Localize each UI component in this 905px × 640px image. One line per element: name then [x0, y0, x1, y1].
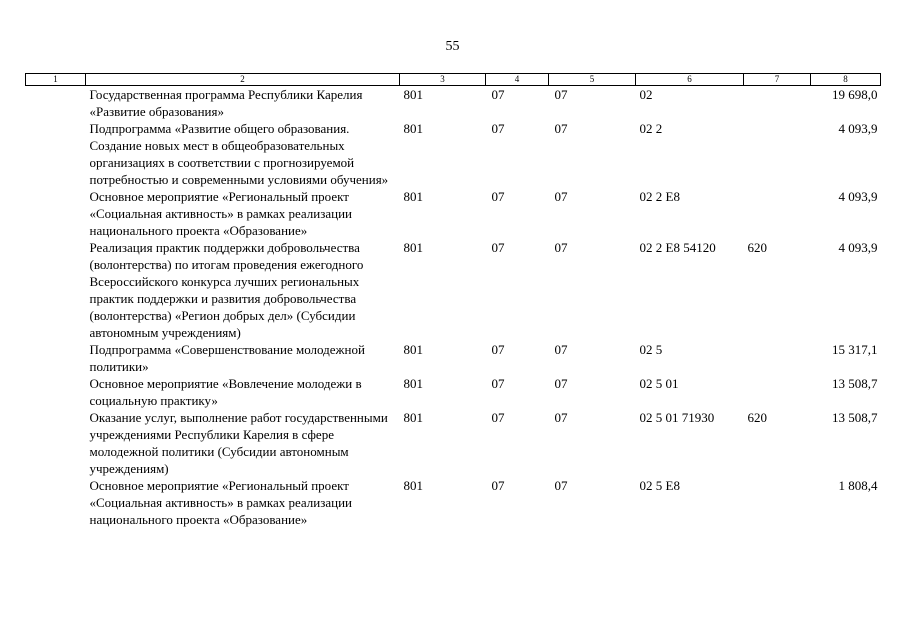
section-code-cell: 07 [491, 87, 505, 102]
ministry-code-cell: 801 [403, 121, 423, 136]
row-number-cell [26, 409, 86, 477]
target-article-cell: 02 5 01 [639, 376, 679, 391]
column-header: 3 [400, 74, 486, 86]
expense-name-cell: Подпрограмма «Развитие общего образования. Создание новых мест в общеобразовательных организациях в соответствии с прогнозируемой потребностью и современными условиями обучения» [89, 121, 389, 187]
table-row [26, 341, 881, 375]
section-code-cell: 07 [491, 240, 505, 255]
target-article-cell: 02 5 Е8 [639, 478, 680, 493]
target-article-cell: 02 2 Е8 [639, 189, 680, 204]
expense-name-cell: Основное мероприятие «Вовлечение молодежи в социальную практику» [89, 376, 362, 408]
amount-cell: 13 508,7 [832, 376, 878, 391]
target-article-cell: 02 5 [639, 342, 663, 357]
expense-name-cell: Государственная программа Республики Карелия «Развитие образования» [89, 87, 363, 119]
subsection-code-cell: 07 [554, 87, 568, 102]
ministry-code-cell: 801 [403, 87, 423, 102]
target-article-cell: 02 5 01 71930 [639, 410, 715, 425]
section-code-cell: 07 [491, 342, 505, 357]
expense-type-cell [744, 86, 811, 121]
expense-type-cell: 620 [747, 410, 767, 425]
amount-cell: 15 317,1 [832, 342, 878, 357]
table-row [26, 188, 881, 239]
target-article-cell: 02 2 Е8 54120 [639, 240, 716, 255]
target-article-cell: 02 [639, 87, 653, 102]
amount-cell: 19 698,0 [832, 87, 878, 102]
subsection-code-cell: 07 [554, 342, 568, 357]
expense-name-cell: Основное мероприятие «Региональный проект «Социальная активность» в рамках реализации национального проекта «Образование» [89, 478, 353, 527]
row-number-cell [26, 86, 86, 121]
expense-type-cell: 620 [747, 240, 767, 255]
expense-type-cell [744, 188, 811, 239]
subsection-code-cell: 07 [554, 478, 568, 493]
ministry-code-cell: 801 [403, 189, 423, 204]
amount-cell: 4 093,9 [838, 240, 878, 255]
row-number-cell [26, 120, 86, 188]
expense-type-cell [744, 120, 811, 188]
subsection-code-cell: 07 [554, 376, 568, 391]
column-header: 1 [26, 74, 86, 86]
table-body [26, 86, 881, 529]
ministry-code-cell: 801 [403, 410, 423, 425]
table-row [26, 375, 881, 409]
row-number-cell [26, 375, 86, 409]
column-header: 2 [86, 74, 400, 86]
row-number-cell [26, 477, 86, 528]
page-number: 55 [445, 39, 460, 54]
column-header: 5 [549, 74, 636, 86]
subsection-code-cell: 07 [554, 410, 568, 425]
section-code-cell: 07 [491, 478, 505, 493]
row-number-cell [26, 188, 86, 239]
column-header: 4 [486, 74, 549, 86]
table-row [26, 120, 881, 188]
section-code-cell: 07 [491, 189, 505, 204]
budget-table [25, 73, 881, 528]
column-header: 6 [636, 74, 744, 86]
expense-type-cell [744, 375, 811, 409]
table-row [26, 409, 881, 477]
ministry-code-cell: 801 [403, 478, 423, 493]
subsection-code-cell: 07 [554, 189, 568, 204]
section-code-cell: 07 [491, 376, 505, 391]
target-article-cell: 02 2 [639, 121, 663, 136]
expense-name-cell: Реализация практик поддержки добровольчества (волонтерства) по итогам проведения ежегодного Всероссийского конкурса лучших региональных практик поддержки и развития добровольчества (волонтерства) «Регион добрых дел» (Субсидии автономным учреждениям) [89, 240, 364, 340]
column-header: 7 [744, 74, 811, 86]
row-number-cell [26, 239, 86, 341]
expense-type-cell [744, 477, 811, 528]
subsection-code-cell: 07 [554, 121, 568, 136]
expense-name-cell: Основное мероприятие «Региональный проект «Социальная активность» в рамках реализации национального проекта «Образование» [89, 189, 353, 238]
amount-cell: 1 808,4 [838, 478, 878, 493]
amount-cell: 4 093,9 [838, 121, 878, 136]
table-row [26, 477, 881, 528]
expense-type-cell [744, 341, 811, 375]
row-number-cell [26, 341, 86, 375]
column-header: 8 [811, 74, 881, 86]
amount-cell: 13 508,7 [832, 410, 878, 425]
table-row [26, 239, 881, 341]
section-code-cell: 07 [491, 121, 505, 136]
section-code-cell: 07 [491, 410, 505, 425]
header-row [26, 74, 881, 86]
expense-name-cell: Подпрограмма «Совершенствование молодежной политики» [89, 342, 365, 374]
ministry-code-cell: 801 [403, 342, 423, 357]
ministry-code-cell: 801 [403, 240, 423, 255]
expense-name-cell: Оказание услуг, выполнение работ государственными учреждениями Республики Карелия в сфере молодежной политики (Субсидии автономным учреждениям) [89, 410, 388, 476]
ministry-code-cell: 801 [403, 376, 423, 391]
subsection-code-cell: 07 [554, 240, 568, 255]
amount-cell: 4 093,9 [838, 189, 878, 204]
table-row [26, 86, 881, 121]
